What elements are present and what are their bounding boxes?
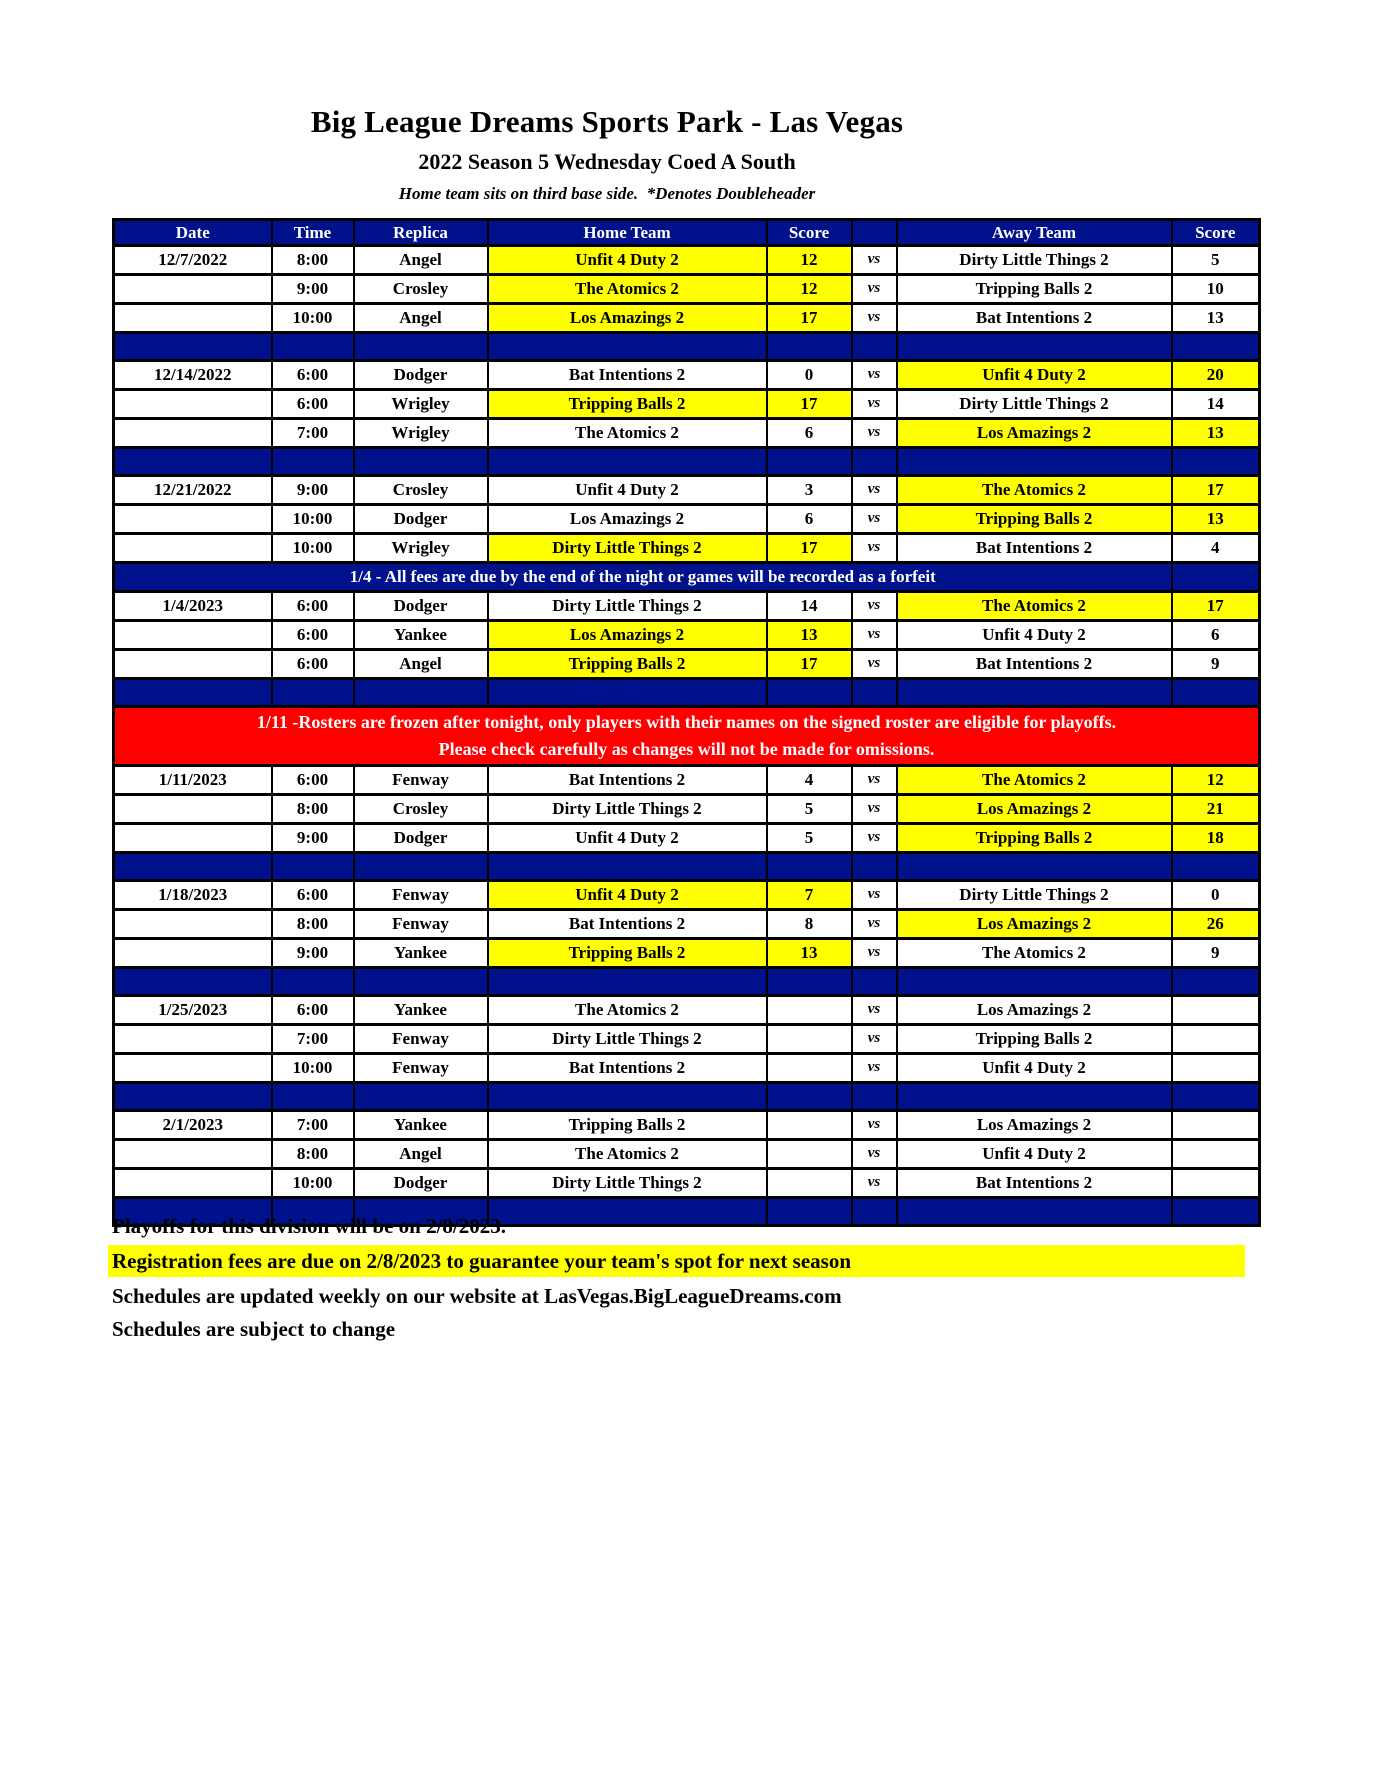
home-team-cell: Dirty Little Things 2	[488, 592, 767, 621]
spacer-cell	[488, 679, 767, 707]
game-row	[114, 419, 1260, 448]
home-team-cell: Tripping Balls 2	[488, 390, 767, 419]
spacer-row	[114, 448, 1260, 476]
date-cell	[114, 275, 272, 304]
date-cell	[114, 534, 272, 563]
away-team-cell: Dirty Little Things 2	[897, 881, 1172, 910]
spacer-cell	[1172, 448, 1260, 476]
time-cell: 9:00	[272, 939, 354, 968]
time-cell: 7:00	[272, 419, 354, 448]
spacer-cell	[114, 1083, 272, 1111]
spacer-cell	[114, 333, 272, 361]
home-team-cell: Tripping Balls 2	[488, 939, 767, 968]
replica-cell: Fenway	[354, 910, 488, 939]
replica-cell: Yankee	[354, 621, 488, 650]
date-cell	[114, 304, 272, 333]
home-score-cell: 8	[767, 910, 852, 939]
away-score-cell: 17	[1172, 476, 1260, 505]
away-score-cell	[1172, 1025, 1260, 1054]
home-score-cell: 17	[767, 650, 852, 679]
away-score-cell: 9	[1172, 650, 1260, 679]
header-away-team: Away Team	[897, 220, 1172, 246]
date-cell	[114, 1169, 272, 1198]
date-cell: 1/18/2023	[114, 881, 272, 910]
spacer-cell	[114, 968, 272, 996]
away-score-cell: 13	[1172, 505, 1260, 534]
home-score-cell	[767, 1025, 852, 1054]
game-row	[114, 766, 1260, 795]
time-cell: 9:00	[272, 476, 354, 505]
date-cell: 2/1/2023	[114, 1111, 272, 1140]
header-replica: Replica	[354, 220, 488, 246]
spacer-cell	[767, 679, 852, 707]
date-cell: 1/11/2023	[114, 766, 272, 795]
header-away-score: Score	[1172, 220, 1260, 246]
replica-cell: Angel	[354, 304, 488, 333]
away-team-cell: Bat Intentions 2	[897, 650, 1172, 679]
vs-label: vs	[852, 881, 897, 910]
game-row	[114, 1169, 1260, 1198]
home-score-cell: 17	[767, 534, 852, 563]
replica-cell: Yankee	[354, 939, 488, 968]
footer-notes	[112, 1212, 1245, 1348]
spacer-cell	[767, 333, 852, 361]
away-score-cell: 5	[1172, 246, 1260, 275]
game-row	[114, 390, 1260, 419]
home-score-cell: 4	[767, 766, 852, 795]
spacer-cell	[114, 679, 272, 707]
away-team-cell: Bat Intentions 2	[897, 534, 1172, 563]
spacer-cell	[852, 679, 897, 707]
away-score-cell: 18	[1172, 824, 1260, 853]
spacer-cell	[1172, 968, 1260, 996]
spacer-cell	[767, 1083, 852, 1111]
replica-cell: Fenway	[354, 881, 488, 910]
away-score-cell: 14	[1172, 390, 1260, 419]
home-team-cell: The Atomics 2	[488, 275, 767, 304]
away-score-cell	[1172, 1140, 1260, 1169]
game-row	[114, 621, 1260, 650]
home-team-cell: Tripping Balls 2	[488, 650, 767, 679]
header-time: Time	[272, 220, 354, 246]
home-score-cell	[767, 1054, 852, 1083]
spacer-cell	[272, 679, 354, 707]
away-team-cell: Los Amazings 2	[897, 795, 1172, 824]
home-team-cell: Unfit 4 Duty 2	[488, 824, 767, 853]
time-cell: 10:00	[272, 304, 354, 333]
away-team-cell: Tripping Balls 2	[897, 275, 1172, 304]
fees-notice-end-cell	[1172, 563, 1260, 592]
time-cell: 9:00	[272, 824, 354, 853]
time-cell: 8:00	[272, 795, 354, 824]
page-title: Big League Dreams Sports Park - Las Vegas	[310, 104, 904, 139]
home-score-cell: 14	[767, 592, 852, 621]
game-row	[114, 476, 1260, 505]
home-team-cell: Dirty Little Things 2	[488, 1169, 767, 1198]
vs-label: vs	[852, 1054, 897, 1083]
away-team-cell: Los Amazings 2	[897, 419, 1172, 448]
home-score-cell: 17	[767, 304, 852, 333]
header-vs	[852, 220, 897, 246]
spacer-cell	[114, 853, 272, 881]
away-team-cell: Tripping Balls 2	[897, 824, 1172, 853]
game-row	[114, 996, 1260, 1025]
vs-label: vs	[852, 246, 897, 275]
spacer-cell	[488, 853, 767, 881]
game-row	[114, 1054, 1260, 1083]
spacer-cell	[1172, 1083, 1260, 1111]
home-team-cell: Bat Intentions 2	[488, 361, 767, 390]
replica-cell: Dodger	[354, 592, 488, 621]
date-cell	[114, 910, 272, 939]
spacer-cell	[852, 1083, 897, 1111]
time-cell: 9:00	[272, 275, 354, 304]
spacer-cell	[354, 853, 488, 881]
away-team-cell: Unfit 4 Duty 2	[897, 361, 1172, 390]
fees-notice-text: 1/4 - All fees are due by the end of the night or games will be recorded as a forfeit	[114, 563, 1172, 592]
away-team-cell: Dirty Little Things 2	[897, 246, 1172, 275]
replica-cell: Angel	[354, 1140, 488, 1169]
replica-cell: Fenway	[354, 1025, 488, 1054]
spacer-cell	[897, 853, 1172, 881]
title-block	[112, 104, 1102, 204]
game-row	[114, 592, 1260, 621]
away-score-cell	[1172, 996, 1260, 1025]
spacer-cell	[272, 968, 354, 996]
time-cell: 10:00	[272, 505, 354, 534]
spacer-cell	[272, 333, 354, 361]
game-row	[114, 1140, 1260, 1169]
spacer-cell	[354, 968, 488, 996]
game-row	[114, 361, 1260, 390]
time-cell: 6:00	[272, 361, 354, 390]
vs-label: vs	[852, 419, 897, 448]
away-score-cell: 10	[1172, 275, 1260, 304]
vs-label: vs	[852, 650, 897, 679]
time-cell: 8:00	[272, 910, 354, 939]
vs-label: vs	[852, 505, 897, 534]
header-date: Date	[114, 220, 272, 246]
home-score-cell: 6	[767, 419, 852, 448]
spacer-cell	[897, 333, 1172, 361]
vs-label: vs	[852, 795, 897, 824]
vs-label: vs	[852, 824, 897, 853]
away-score-cell	[1172, 1054, 1260, 1083]
vs-label: vs	[852, 939, 897, 968]
spacer-cell	[897, 448, 1172, 476]
away-team-cell: Los Amazings 2	[897, 1111, 1172, 1140]
vs-label: vs	[852, 1140, 897, 1169]
vs-label: vs	[852, 621, 897, 650]
replica-cell: Fenway	[354, 766, 488, 795]
date-cell: 1/4/2023	[114, 592, 272, 621]
away-team-cell: The Atomics 2	[897, 592, 1172, 621]
spacer-cell	[272, 1083, 354, 1111]
vs-label: vs	[852, 1169, 897, 1198]
time-cell: 6:00	[272, 650, 354, 679]
registration-note: Registration fees are due on 2/8/2023 to guarantee your team's spot for next season	[108, 1245, 1245, 1277]
away-team-cell: Unfit 4 Duty 2	[897, 621, 1172, 650]
home-team-cell: Dirty Little Things 2	[488, 534, 767, 563]
vs-label: vs	[852, 361, 897, 390]
schedule-table-body	[114, 246, 1260, 1226]
vs-label: vs	[852, 275, 897, 304]
home-team-cell: Los Amazings 2	[488, 621, 767, 650]
home-score-cell	[767, 1140, 852, 1169]
away-score-cell: 0	[1172, 881, 1260, 910]
spacer-cell	[354, 333, 488, 361]
vs-label: vs	[852, 996, 897, 1025]
home-score-cell: 6	[767, 505, 852, 534]
date-cell	[114, 939, 272, 968]
game-row	[114, 505, 1260, 534]
time-cell: 6:00	[272, 621, 354, 650]
away-team-cell: Los Amazings 2	[897, 996, 1172, 1025]
replica-cell: Angel	[354, 650, 488, 679]
game-row	[114, 939, 1260, 968]
replica-cell: Dodger	[354, 824, 488, 853]
vs-label: vs	[852, 476, 897, 505]
roster-freeze-notice-text	[114, 707, 1260, 766]
time-cell: 7:00	[272, 1025, 354, 1054]
season-subtitle: 2022 Season 5 Wednesday Coed A South	[418, 149, 796, 174]
away-score-cell: 26	[1172, 910, 1260, 939]
spacer-row	[114, 968, 1260, 996]
replica-cell: Yankee	[354, 996, 488, 1025]
home-team-cell: Dirty Little Things 2	[488, 1025, 767, 1054]
away-team-cell: The Atomics 2	[897, 476, 1172, 505]
spacer-cell	[897, 679, 1172, 707]
away-score-cell	[1172, 1169, 1260, 1198]
time-cell: 6:00	[272, 766, 354, 795]
spacer-row	[114, 333, 1260, 361]
home-score-cell: 7	[767, 881, 852, 910]
date-cell: 12/7/2022	[114, 246, 272, 275]
spacer-cell	[897, 968, 1172, 996]
away-team-cell: The Atomics 2	[897, 939, 1172, 968]
spacer-cell	[488, 333, 767, 361]
game-row	[114, 1111, 1260, 1140]
spacer-cell	[1172, 853, 1260, 881]
date-cell	[114, 824, 272, 853]
spacer-cell	[897, 1083, 1172, 1111]
home-score-cell: 12	[767, 246, 852, 275]
replica-cell: Dodger	[354, 361, 488, 390]
replica-cell: Dodger	[354, 1169, 488, 1198]
home-team-cell: Unfit 4 Duty 2	[488, 246, 767, 275]
spacer-cell	[488, 448, 767, 476]
time-cell: 6:00	[272, 881, 354, 910]
home-score-cell: 13	[767, 939, 852, 968]
vs-label: vs	[852, 304, 897, 333]
home-score-cell: 0	[767, 361, 852, 390]
away-team-cell: Bat Intentions 2	[897, 1169, 1172, 1198]
away-score-cell: 12	[1172, 766, 1260, 795]
home-team-cell: Los Amazings 2	[488, 304, 767, 333]
replica-cell: Wrigley	[354, 390, 488, 419]
away-score-cell: 4	[1172, 534, 1260, 563]
replica-cell: Crosley	[354, 275, 488, 304]
away-score-cell: 20	[1172, 361, 1260, 390]
game-row	[114, 1025, 1260, 1054]
away-score-cell: 13	[1172, 304, 1260, 333]
spacer-cell	[272, 448, 354, 476]
home-score-cell: 13	[767, 621, 852, 650]
header-home-score: Score	[767, 220, 852, 246]
replica-cell: Crosley	[354, 476, 488, 505]
home-team-cell: Bat Intentions 2	[488, 766, 767, 795]
date-cell	[114, 621, 272, 650]
away-score-cell: 17	[1172, 592, 1260, 621]
spacer-cell	[852, 333, 897, 361]
away-team-cell: Unfit 4 Duty 2	[897, 1054, 1172, 1083]
home-team-cell: Unfit 4 Duty 2	[488, 476, 767, 505]
spacer-cell	[1172, 333, 1260, 361]
date-cell: 12/14/2022	[114, 361, 272, 390]
vs-label: vs	[852, 910, 897, 939]
replica-cell: Yankee	[354, 1111, 488, 1140]
replica-cell: Crosley	[354, 795, 488, 824]
time-cell: 6:00	[272, 996, 354, 1025]
subject-to-change-note: Schedules are subject to change	[112, 1317, 396, 1341]
game-row	[114, 795, 1260, 824]
game-row	[114, 650, 1260, 679]
date-cell: 12/21/2022	[114, 476, 272, 505]
vs-label: vs	[852, 534, 897, 563]
away-team-cell: The Atomics 2	[897, 766, 1172, 795]
home-team-note: Home team sits on third base side. *Denotes Doubleheader	[398, 184, 816, 203]
roster-freeze-line-1: 1/11 -Rosters are frozen after tonight, only players with their names on the signed roster are eligible for playoffs.	[256, 712, 1117, 732]
home-score-cell	[767, 996, 852, 1025]
home-team-cell: Los Amazings 2	[488, 505, 767, 534]
fees-notice-row	[114, 563, 1260, 592]
home-team-cell: Dirty Little Things 2	[488, 795, 767, 824]
time-cell: 10:00	[272, 1169, 354, 1198]
game-row	[114, 246, 1260, 275]
home-team-cell: Tripping Balls 2	[488, 1111, 767, 1140]
date-cell	[114, 650, 272, 679]
home-score-cell: 5	[767, 824, 852, 853]
vs-label: vs	[852, 1111, 897, 1140]
date-cell	[114, 419, 272, 448]
away-score-cell: 9	[1172, 939, 1260, 968]
away-team-cell: Tripping Balls 2	[897, 1025, 1172, 1054]
away-team-cell: Dirty Little Things 2	[897, 390, 1172, 419]
vs-label: vs	[852, 766, 897, 795]
playoffs-note: Playoffs for this division will be on 2/8/2023.	[112, 1214, 506, 1238]
home-score-cell	[767, 1169, 852, 1198]
time-cell: 7:00	[272, 1111, 354, 1140]
time-cell: 8:00	[272, 246, 354, 275]
spacer-row	[114, 1083, 1260, 1111]
spacer-cell	[767, 968, 852, 996]
replica-cell: Dodger	[354, 505, 488, 534]
spacer-cell	[488, 1083, 767, 1111]
roster-freeze-notice-row	[114, 707, 1260, 766]
home-team-cell: The Atomics 2	[488, 419, 767, 448]
spacer-cell	[852, 968, 897, 996]
replica-cell: Angel	[354, 246, 488, 275]
home-score-cell: 12	[767, 275, 852, 304]
home-team-cell: The Atomics 2	[488, 996, 767, 1025]
spacer-cell	[852, 853, 897, 881]
home-team-cell: The Atomics 2	[488, 1140, 767, 1169]
time-cell: 10:00	[272, 1054, 354, 1083]
away-score-cell: 13	[1172, 419, 1260, 448]
home-team-cell: Bat Intentions 2	[488, 910, 767, 939]
spacer-cell	[488, 968, 767, 996]
schedule-table	[112, 218, 1261, 1227]
spacer-row	[114, 853, 1260, 881]
away-score-cell	[1172, 1111, 1260, 1140]
game-row	[114, 534, 1260, 563]
home-score-cell	[767, 1111, 852, 1140]
date-cell	[114, 795, 272, 824]
spacer-cell	[114, 448, 272, 476]
game-row	[114, 304, 1260, 333]
date-cell	[114, 1054, 272, 1083]
replica-cell: Fenway	[354, 1054, 488, 1083]
away-team-cell: Tripping Balls 2	[897, 505, 1172, 534]
spacer-cell	[354, 679, 488, 707]
spacer-cell	[354, 448, 488, 476]
game-row	[114, 824, 1260, 853]
spacer-cell	[354, 1083, 488, 1111]
vs-label: vs	[852, 1025, 897, 1054]
spacer-cell	[767, 853, 852, 881]
home-score-cell: 3	[767, 476, 852, 505]
time-cell: 10:00	[272, 534, 354, 563]
time-cell: 6:00	[272, 592, 354, 621]
spacer-cell	[767, 448, 852, 476]
website-note: Schedules are updated weekly on our website at LasVegas.BigLeagueDreams.com	[112, 1284, 842, 1308]
spacer-cell	[1172, 679, 1260, 707]
spacer-cell	[852, 448, 897, 476]
away-team-cell: Unfit 4 Duty 2	[897, 1140, 1172, 1169]
replica-cell: Wrigley	[354, 534, 488, 563]
replica-cell: Wrigley	[354, 419, 488, 448]
home-team-cell: Bat Intentions 2	[488, 1054, 767, 1083]
away-score-cell: 6	[1172, 621, 1260, 650]
away-team-cell: Bat Intentions 2	[897, 304, 1172, 333]
spacer-cell	[272, 853, 354, 881]
header-row	[114, 220, 1260, 246]
date-cell: 1/25/2023	[114, 996, 272, 1025]
date-cell	[114, 1140, 272, 1169]
time-cell: 6:00	[272, 390, 354, 419]
away-team-cell: Los Amazings 2	[897, 910, 1172, 939]
vs-label: vs	[852, 390, 897, 419]
home-score-cell: 17	[767, 390, 852, 419]
game-row	[114, 881, 1260, 910]
date-cell	[114, 1025, 272, 1054]
date-cell	[114, 390, 272, 419]
home-score-cell: 5	[767, 795, 852, 824]
roster-freeze-line-2: Please check carefully as changes will not be made for omissions.	[438, 739, 935, 759]
game-row	[114, 275, 1260, 304]
time-cell: 8:00	[272, 1140, 354, 1169]
date-cell	[114, 505, 272, 534]
spacer-row	[114, 679, 1260, 707]
home-team-cell: Unfit 4 Duty 2	[488, 881, 767, 910]
game-row	[114, 910, 1260, 939]
header-home-team: Home Team	[488, 220, 767, 246]
vs-label: vs	[852, 592, 897, 621]
away-score-cell: 21	[1172, 795, 1260, 824]
